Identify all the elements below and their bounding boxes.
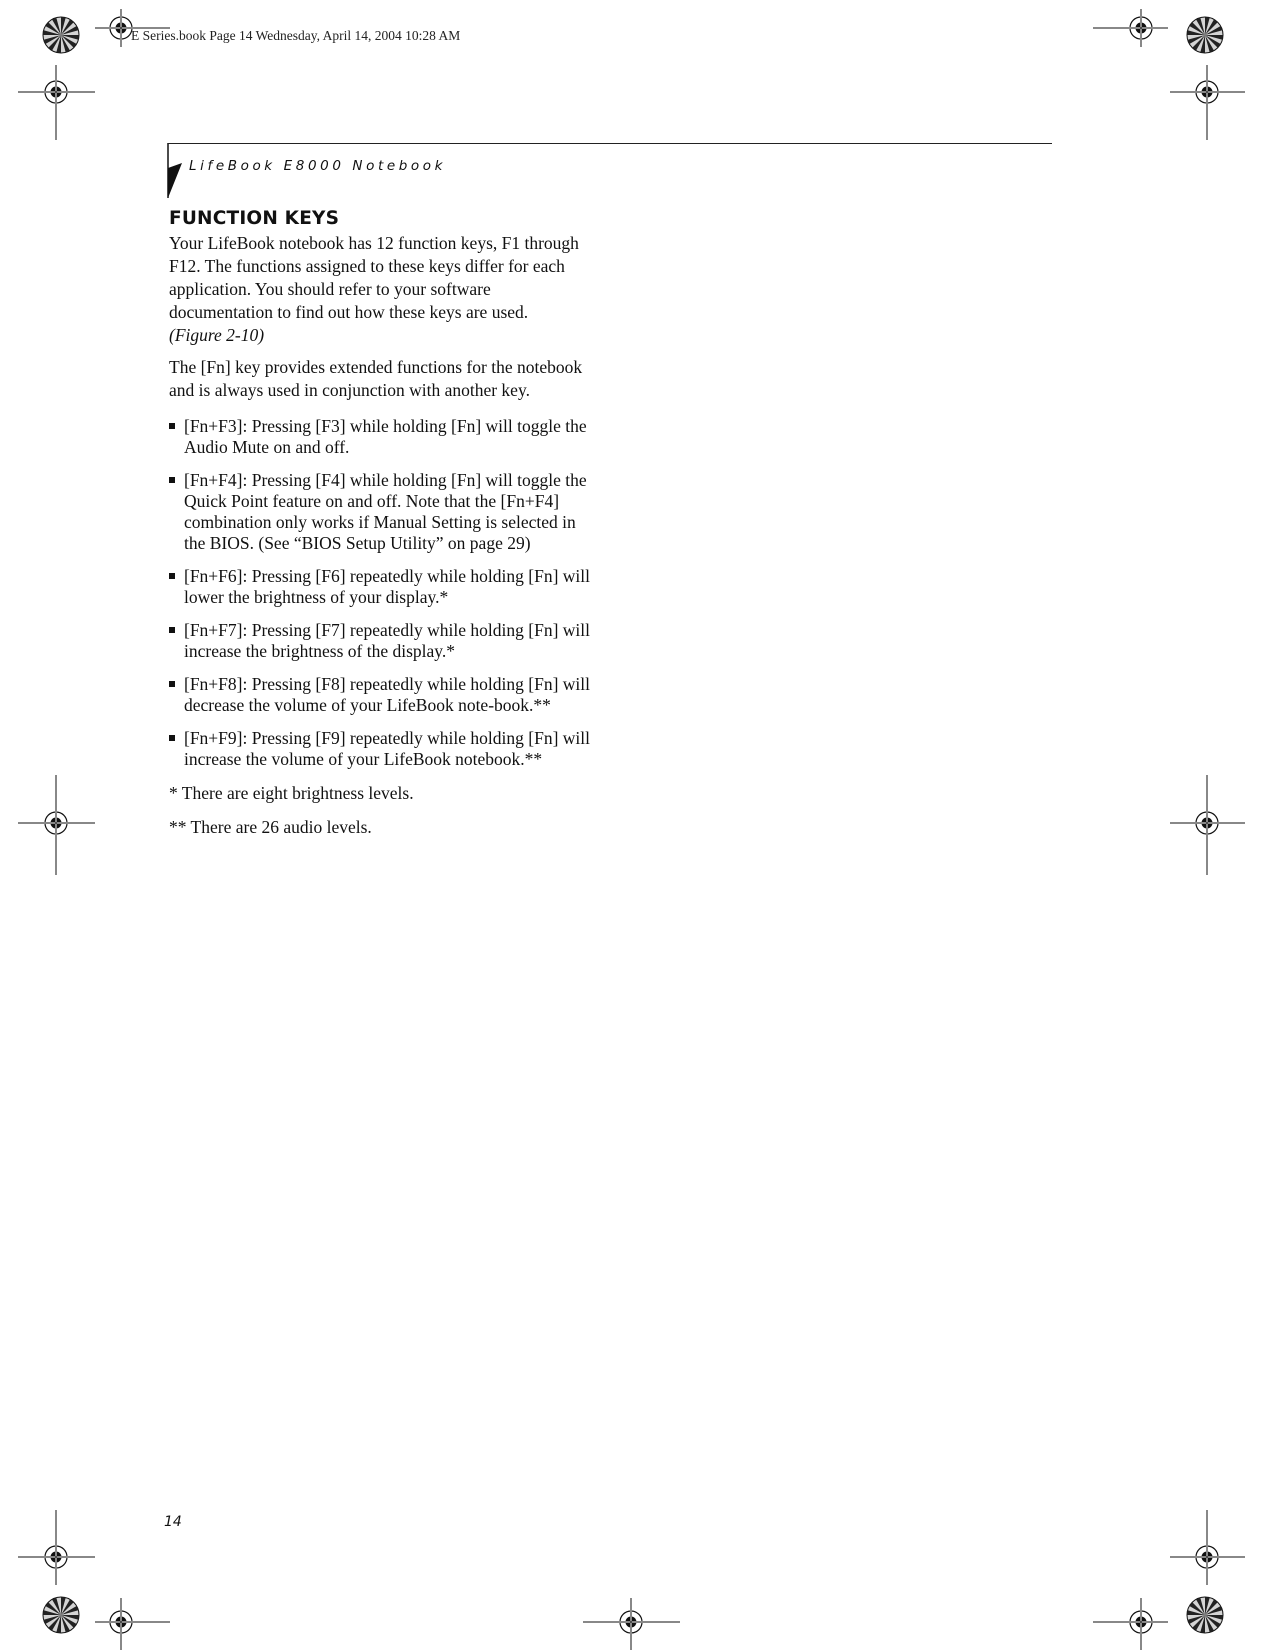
fn-key-paragraph: The [Fn] key provides extended functions for the notebook and is always used in conjunction with another key. [169, 357, 583, 400]
header-rule [168, 143, 1052, 144]
list-item-text: [Fn+F4]: Pressing [F4] while holding [Fn] will toggle the Quick Point feature on and off. Note that the [Fn+F4] combination only works if Manual Setting is selected in the BIOS. (See “BIOS Setup Utility” on page 29) [184, 470, 587, 553]
intro-paragraph [169, 232, 599, 347]
crosshair-mark [612, 1603, 650, 1641]
crosshair-mark [37, 1538, 75, 1576]
bullet-square-icon [169, 681, 175, 687]
list-item-text: [Fn+F3]: Pressing [F3] while holding [Fn] will toggle the Audio Mute on and off. [184, 416, 587, 457]
list-item [169, 620, 599, 662]
bullet-square-icon [169, 735, 175, 741]
crosshair-mark [37, 804, 75, 842]
bullet-square-icon [169, 423, 175, 429]
figure-reference: (Figure 2-10) [169, 325, 265, 345]
list-item [169, 728, 599, 770]
crosshair-mark [102, 1603, 140, 1641]
section-title: FUNCTION KEYS [169, 208, 340, 229]
list-item-text: [Fn+F9]: Pressing [F9] repeatedly while holding [Fn] will increase the volume of your LifeBook notebook.** [184, 728, 591, 769]
header-wedge [168, 163, 182, 198]
list-item-text: [Fn+F7]: Pressing [F7] repeatedly while holding [Fn] will increase the brightness of the display.* [184, 620, 591, 661]
crosshair-mark [1188, 804, 1226, 842]
crosshair-mark [1188, 1538, 1226, 1576]
crosshair-mark [1122, 9, 1160, 47]
running-header: LifeBook E8000 Notebook [189, 158, 447, 174]
list-item [169, 416, 599, 458]
main-content [169, 208, 599, 850]
starburst-mark-top-left [43, 17, 79, 53]
print-slug: E Series.book Page 14 Wednesday, April 14, 2004 10:28 AM [131, 28, 461, 43]
list-item [169, 674, 599, 716]
starburst-mark-bottom-left [43, 1597, 79, 1633]
brightness-footnote: * There are eight brightness levels. [169, 783, 414, 803]
bullet-square-icon [169, 627, 175, 633]
starburst-mark-bottom-right [1187, 1597, 1223, 1633]
audio-footnote: ** There are 26 audio levels. [169, 817, 372, 837]
starburst-mark-top-right [1187, 17, 1223, 53]
crosshair-mark [37, 73, 75, 111]
bullet-square-icon [169, 573, 175, 579]
page-number: 14 [164, 1514, 182, 1530]
list-item [169, 566, 599, 608]
intro-text: Your LifeBook notebook has 12 function keys, F1 through F12. The functions assigned to these keys differ for each application. You should refer to your software documentation to find out how these keys are used. [169, 233, 579, 322]
function-key-list [169, 416, 599, 770]
list-item-text: [Fn+F6]: Pressing [F6] repeatedly while holding [Fn] will lower the brightness of your display.* [184, 566, 591, 607]
bullet-square-icon [169, 477, 175, 483]
list-item [169, 470, 599, 554]
crosshair-mark [1188, 73, 1226, 111]
crosshair-mark [1122, 1603, 1160, 1641]
list-item-text: [Fn+F8]: Pressing [F8] repeatedly while holding [Fn] will decrease the volume of your LifeBook note-book.** [184, 674, 591, 715]
